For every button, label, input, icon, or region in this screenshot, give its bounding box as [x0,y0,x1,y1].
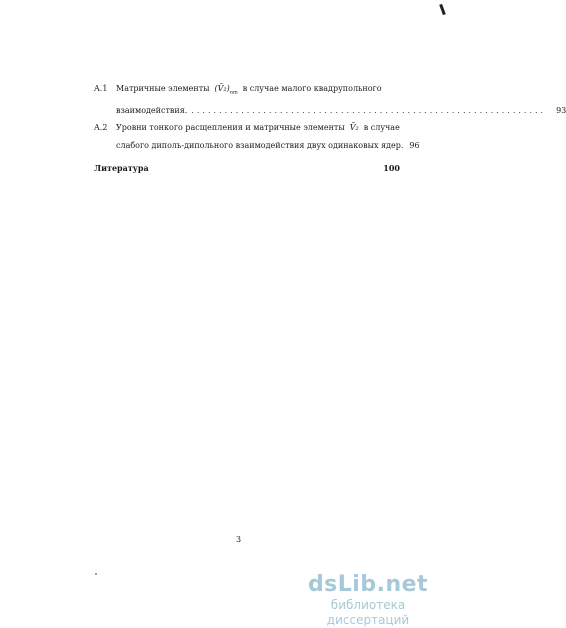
literature-page: 100 [383,163,400,173]
toc-entry-page: 93 [556,105,566,115]
toc-entry-text: слабого диполь-дипольного взаимодействия двух одинаковых ядер. [116,141,404,150]
literature-label: Литература [94,163,149,173]
toc-entry-line-1 [116,80,404,102]
toc-entry-number: A.1 [94,84,108,93]
toc-entry-line-2 [116,102,566,120]
watermark [292,572,444,628]
toc-entry-text: в случае [363,123,400,132]
toc-entry-line-1 [116,119,404,137]
leader-dots: ................................................................ [191,105,547,115]
page-number: 3 [236,535,242,544]
toc-entry-page: 96 [409,141,420,150]
math-expression: Ṽ₂ [349,123,359,132]
toc-entry-number: A.2 [94,123,108,132]
toc-entry-text: Матричные элементы [116,84,210,93]
toc-entry-body [116,119,420,155]
corner-mark [439,4,446,15]
scan-speck [95,573,97,575]
toc-entry-body [116,80,566,120]
math-expression [214,80,237,102]
toc-entry-text: Уровни тонкого расщепления и матричные элементы [116,123,345,132]
toc-entry-line-2 [116,137,420,155]
watermark-logo: dsLib.net [307,572,429,597]
math-subscript: nm [229,89,238,96]
watermark-subtitle: библиотека диссертаций [326,598,410,627]
toc-entry-text: в случае малого квадрупольного [242,84,382,93]
toc-literature-entry [94,163,400,173]
toc-entry-text: взаимодействия. [116,105,188,115]
math-symbol: (Ṽ₂) [214,84,230,93]
